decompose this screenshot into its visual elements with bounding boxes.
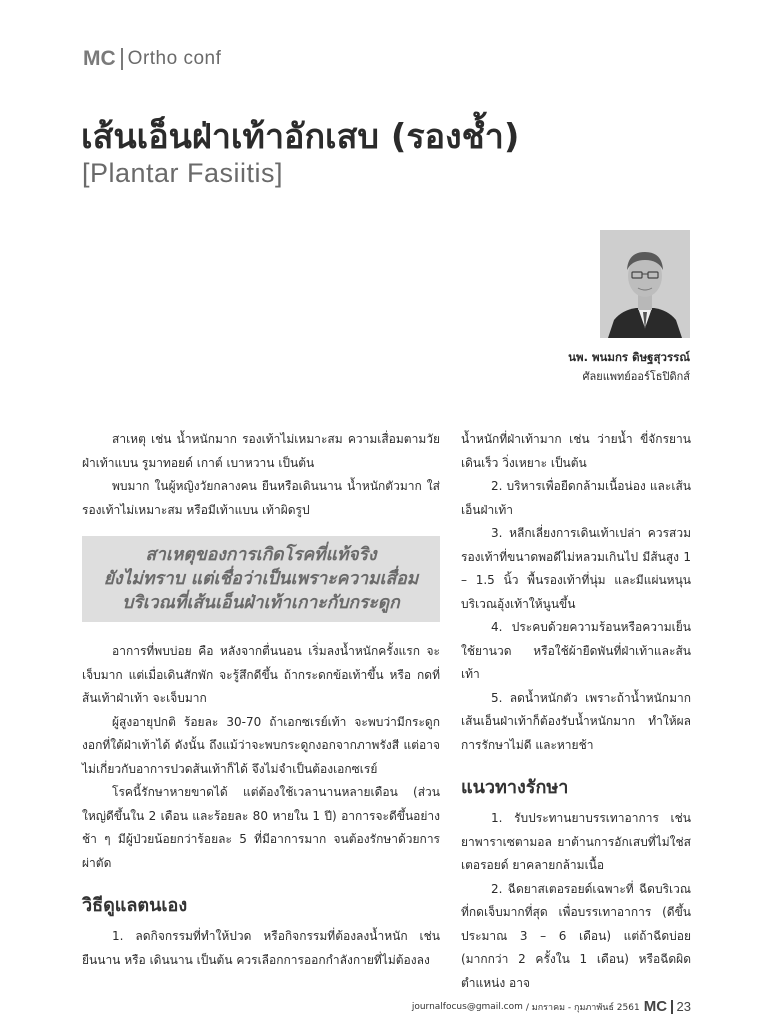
body-paragraph: พบมาก ในผู้หญิงวัยกลางคน ยืนหรือเดินนาน น้ำหนักตัวมาก ใส่รองเท้าไม่เหมาะสม หรือมีเท้าแบน เท้าผิดรูป bbox=[82, 479, 440, 517]
pull-quote-line: บริเวณที่เส้นเอ็นฝ่าเท้าเกาะกับกระดูก bbox=[122, 593, 400, 613]
footer-email: journalfocus@gmail.com bbox=[411, 1001, 523, 1012]
body-paragraph: สาเหตุ เช่น น้ำหนักมาก รองเท้าไม่เหมาะสม ความเสื่อมตามวัย ฝ่าเท้าแบน รูมาทอยด์ เกาต์ เบาหวาน เป็นต้น bbox=[82, 432, 440, 470]
list-item: 1. รับประทานยาบรรเทาอาการ เช่น ยาพาราเซตามอล ยาต้านการอักเสบที่ไม่ใช่สเตอรอยด์ ยาคลายกล้ามเนื้อ bbox=[461, 811, 691, 872]
right-column bbox=[461, 428, 691, 995]
section-heading-selfcare: วิธีดูแลตนเอง bbox=[82, 895, 188, 916]
section-heading-treatment: แนวทางรักษา bbox=[461, 777, 569, 798]
list-item: 5. ลดน้ำหนักตัว เพราะถ้าน้ำหนักมากเส้นเอ็นฝ่าเท้าก็ต้องรับน้ำหนักมาก ทำให้ผลการรักษาไม่ดี และหายช้า bbox=[461, 690, 691, 752]
article-title-english: [Plantar Fasiitis] bbox=[82, 158, 284, 188]
footer-issue: / มกราคม - กุมภาพันธ์ 2561 bbox=[525, 1002, 640, 1013]
body-paragraph: น้ำหนักที่ฝ่าเท้ามาก เช่น ว่ายน้ำ ขี่จักรยาน เดินเร็ว วิ่งเหยาะ เป็นต้น bbox=[461, 432, 691, 470]
body-paragraph: โรคนี้รักษาหายขาดได้ แต่ต้องใช้เวลานานหลายเดือน (ส่วนใหญ่ดีขึ้นใน 2 เดือน และร้อยละ 80 หายใน 1 ปี) อาการจะดีขึ้นอย่างช้า ๆ มีผู้ป่วยน้อยกว่าร้อยละ 5 ที่มีอาการมาก จนต้องรักษาด้วยการผ่าตัด bbox=[82, 785, 440, 870]
section-name: Ortho conf bbox=[127, 48, 222, 69]
left-column bbox=[82, 428, 440, 972]
article-title-thai: เส้นเอ็นฝ่าเท้าอักเสบ (รองช้ำ) bbox=[81, 117, 520, 157]
page-number: 23 bbox=[676, 999, 691, 1014]
body-paragraph: อาการที่พบบ่อย คือ หลังจากตื่นนอน เริ่มลงน้ำหนักครั้งแรก จะเจ็บมาก แต่เมื่อเดินสักพัก จะรู้สึกดีขึ้น ถ้ากระดกข้อเท้าขึ้น หรือ กดที่ส้นเท้าฝ่าเท้า จะเจ็บมาก bbox=[82, 644, 440, 705]
author-photo bbox=[600, 230, 690, 338]
body-paragraph: ผู้สูงอายุปกติ ร้อยละ 30-70 ถ้าเอกซเรย์เท้า จะพบว่ามีกระดูกงอกที่ใต้ฝ่าเท้าได้ ดังนั้น ถึงแม้ว่าจะพบกระดูกงอกจากภาพรังสี แต่อาจไม่เกี่ยวกับอาการปวดส้นเท้าก็ได้ จึงไม่จำเป็นต้องเอกซเรย์ bbox=[82, 714, 440, 776]
list-item: 2. ฉีดยาสเตอรอยด์เฉพาะที่ ฉีดบริเวณที่กดเจ็บมากที่สุด เพื่อบรรเทาอาการ (ดีขึ้นประมาณ 3 – 6 เดือน) แต่ถ้าฉีดบ่อย (มากกว่า 2 ครั้งใน 1 เดือน) หรือฉีดผิดตำแหน่ง อาจ bbox=[461, 881, 691, 990]
list-item: 2. บริหารเพื่อยืดกล้ามเนื้อน่อง และเส้นเอ็นฝ่าเท้า bbox=[461, 479, 691, 517]
author-name: นพ. พนมกร ดิษฐสุวรรณ์ bbox=[568, 350, 690, 364]
page-footer bbox=[412, 998, 691, 1015]
pull-quote bbox=[82, 536, 440, 622]
footer-logo: MC bbox=[643, 998, 668, 1015]
list-item: 1. ลดกิจกรรมที่ทำให้ปวด หรือกิจกรรมที่ต้องลงน้ำหนัก เช่น ยืนนาน หรือ เดินนาน เป็นต้น ควรเลือกการออกกำลังกายที่ไม่ต้องลง bbox=[82, 929, 440, 967]
section-tag bbox=[83, 47, 221, 71]
list-item: 3. หลีกเลี่ยงการเดินเท้าเปล่า ควรสวมรองเท้าที่ขนาดพอดีไม่หลวมเกินไป มีส้นสูง 1 – 1.5 นิ้ว พื้นรองเท้าที่นุ่ม และมีแผ่นหนุนบริเวณอุ้งเท้าให้นูนขึ้น bbox=[461, 526, 691, 611]
magazine-logo: MC bbox=[83, 47, 116, 70]
pull-quote-line: สาเหตุของการเกิดโรคที่แท้จริง bbox=[145, 545, 377, 565]
divider bbox=[121, 48, 123, 70]
pull-quote-line: ยังไม่ทราบ แต่เชื่อว่าเป็นเพราะความเสื่อม bbox=[103, 569, 419, 589]
author-role: ศัลยแพทย์ออร์โธปิดิกส์ bbox=[582, 370, 690, 383]
footer-divider bbox=[671, 1000, 673, 1014]
list-item: 4. ประคบด้วยความร้อนหรือความเย็นใช้ยานวด หรือใช้ผ้ายืดพันที่ฝ่าเท้าและส้นเท้า bbox=[461, 620, 691, 681]
